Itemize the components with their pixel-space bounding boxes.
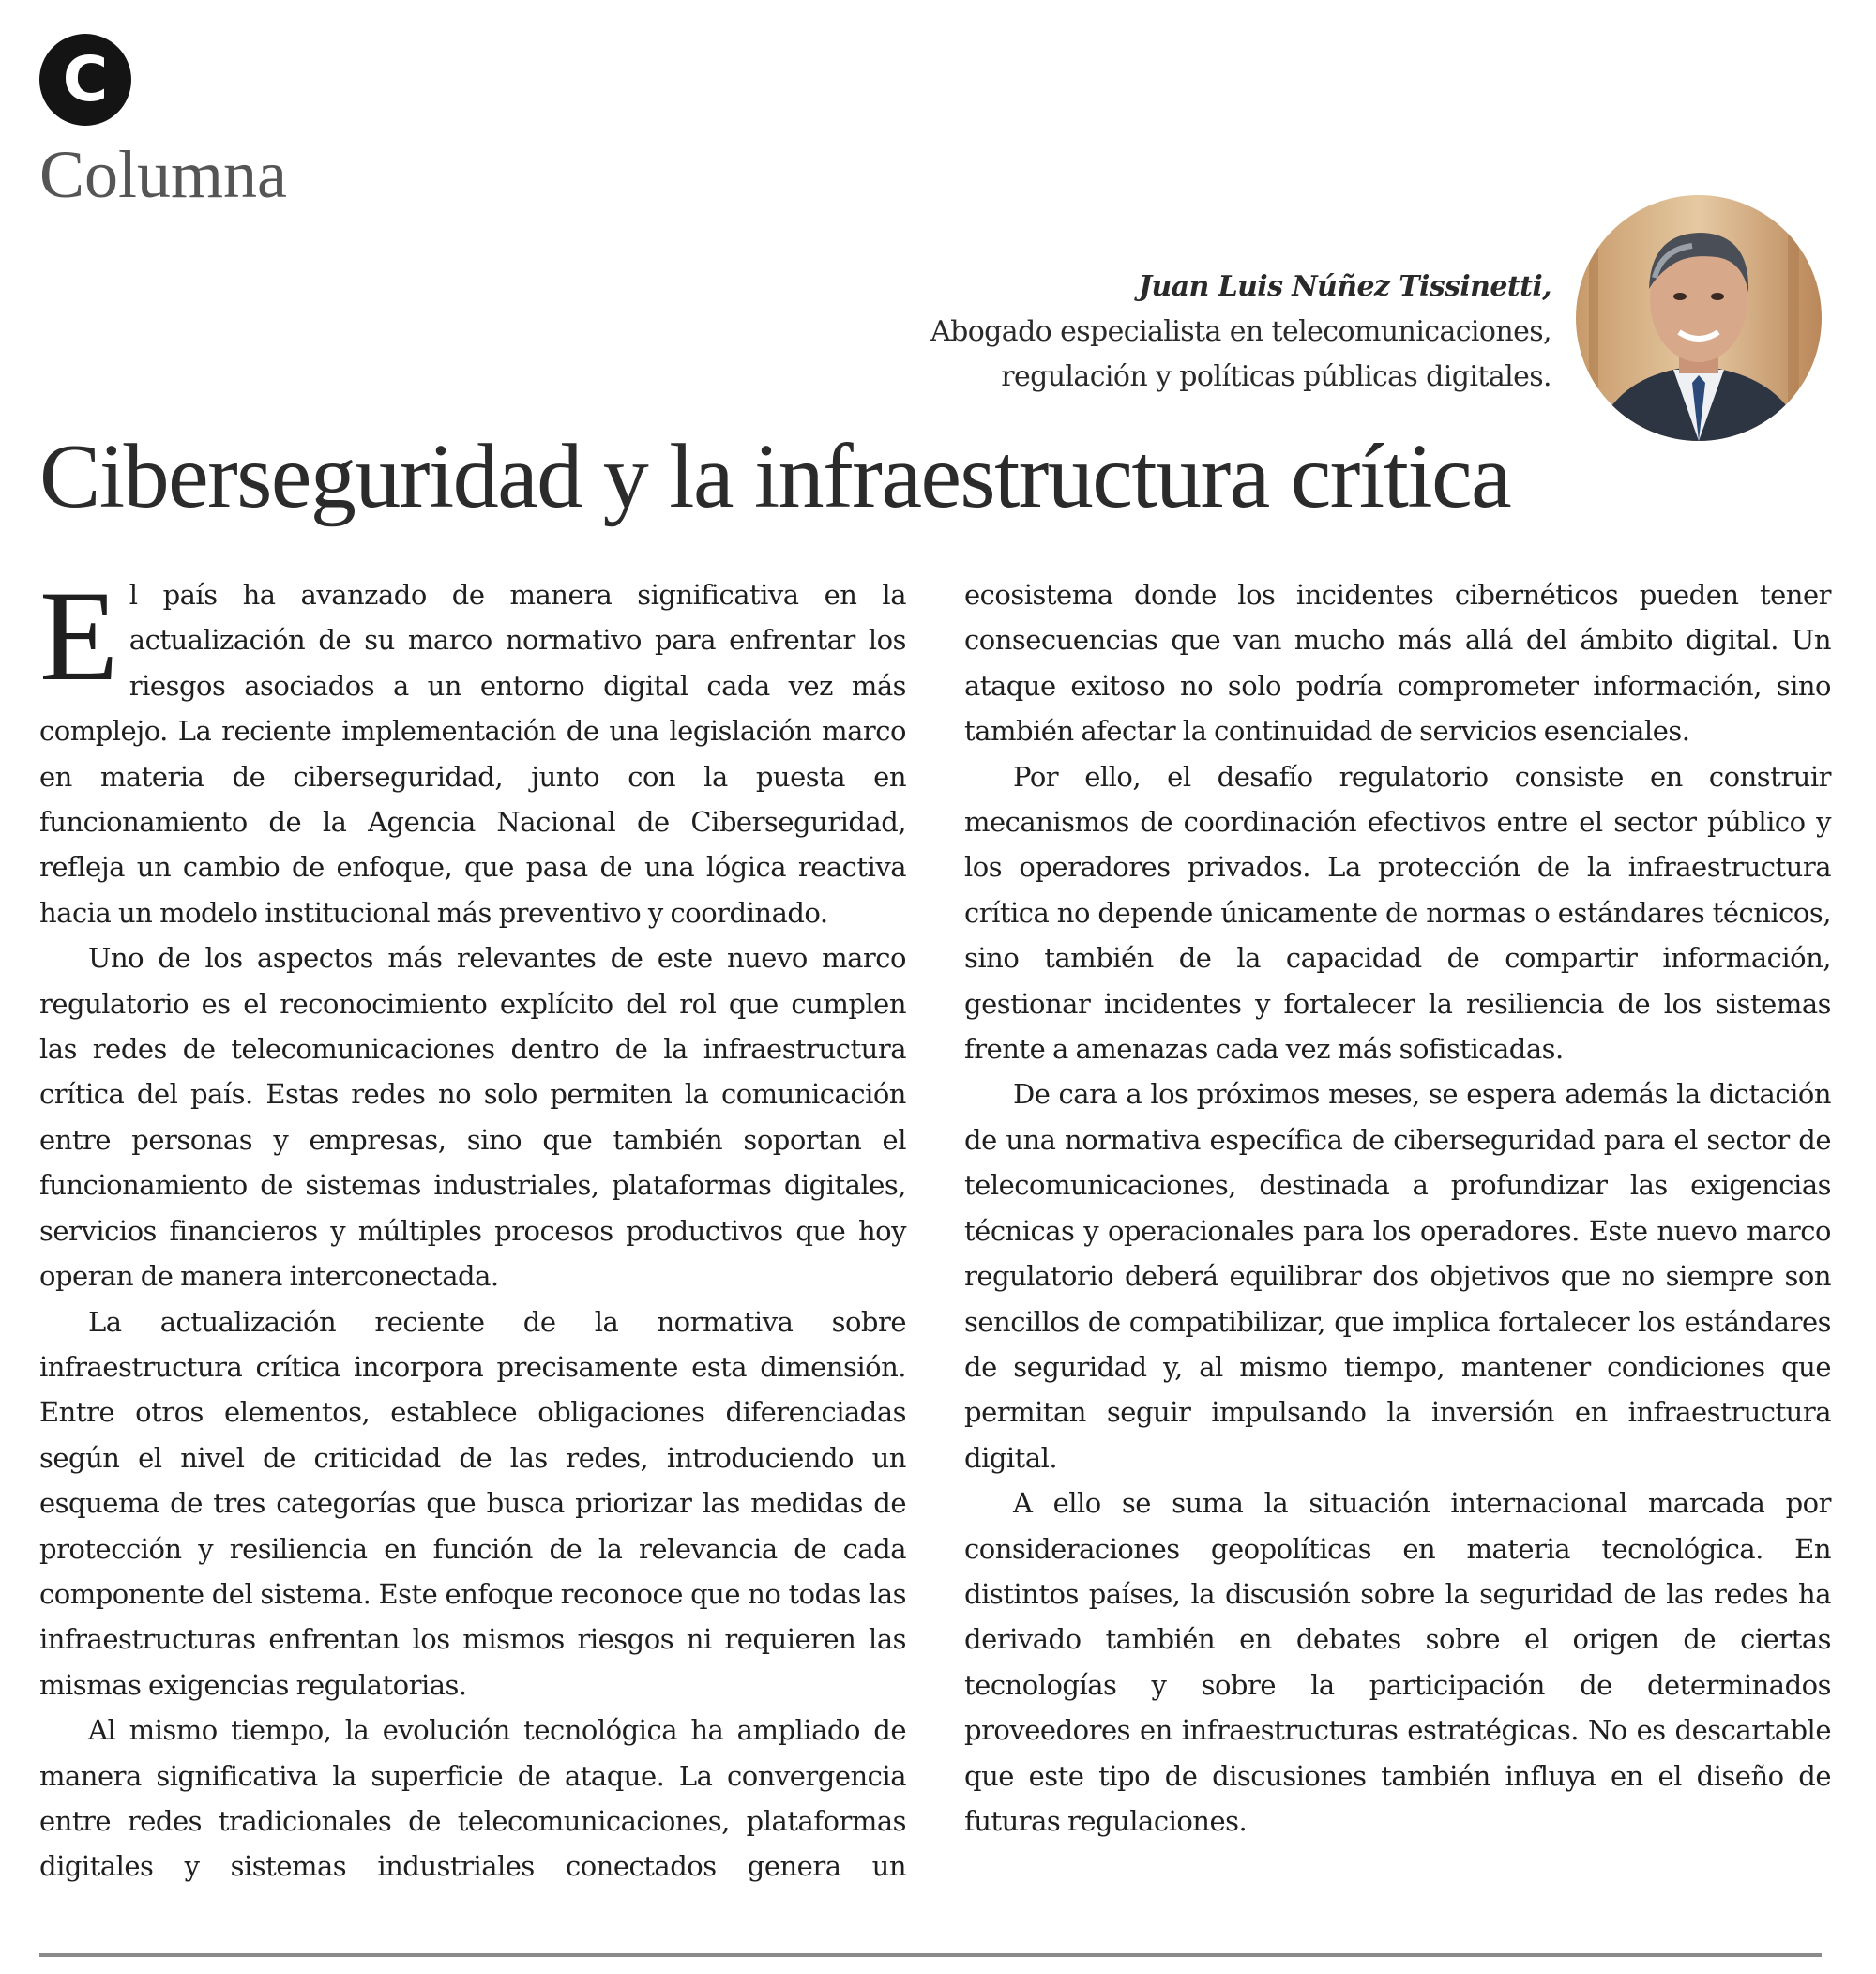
author-title-line-1: Abogado especialista en telecomunicaciones, [930, 315, 1551, 348]
paragraph-1 [39, 564, 906, 935]
paragraph-3: La actualización reciente de la normativa sobre infraestructura crítica incorpora precisamente esta dimensión. Entre otros elementos, establece obligaciones diferenciadas según el nivel de criticidad de las redes, introduciendo un esquema de tres categorías que busca priorizar las medidas de protección y resiliencia en función de la relevancia de cada componente del sistema. Este enfoque reconoce que no todas las infraestructuras enfrentan los mismos riesgos ni requieren las mismas exigencias regulatorias. [39, 1305, 906, 1701]
paragraph-4: Al mismo tiempo, la evolución tecnológica ha ampliado de manera significativa la superficie de ataque. La convergencia entre redes tradicionales de telecomunicaciones, plataformas digitales y sistemas industriales conectados genera un ecosistema donde los incidentes cibernéticos pueden tener consecuencias que van mucho más allá del ámbito digital. Un ataque exitoso no solo podría comprometer información, sino también afectar la continuidad de servicios esenciales. [39, 579, 1831, 1883]
author-name: Juan Luis Núñez Tissinetti, [1138, 270, 1551, 303]
author-title-line-2: regulación y políticas públicas digitales. [1001, 360, 1551, 393]
author-byline [930, 265, 1551, 400]
dropcap: E [39, 564, 118, 707]
author-photo [1576, 195, 1822, 441]
section-badge [39, 34, 131, 126]
section-badge-letter: C [62, 43, 109, 115]
paragraph-7: A ello se suma la situación internacional marcada por consideraciones geopolíticas en materia tecnológica. En distintos países, la discusión sobre la seguridad de las redes ha derivado también en debates sobre el origen de ciertas tecnologías y sobre la participación de determinados proveedores en infraestructuras estratégicas. No es descartable que este tipo de discusiones también influya en el diseño de futuras regulaciones. [964, 1487, 1831, 1837]
paragraph-2: Uno de los aspectos más relevantes de este nuevo marco regulatorio es el reconocimiento explícito del rol que cumplen las redes de telecomunicaciones dentro de la infraestructura crítica del país. Estas redes no solo permiten la comunicación entre personas y empresas, sino que también soportan el funcionamiento de sistemas industriales, plataformas digitales, servicios financieros y múltiples procesos productivos que hoy operan de manera interconectada. [39, 942, 906, 1293]
section-label: Columna [39, 137, 287, 212]
bottom-rule [39, 1953, 1822, 1957]
paragraph-5: Por ello, el desafío regulatorio consiste en construir mecanismos de coordinación efectivos entre el sector público y los operadores privados. La protección de la infraestructura crítica no depende únicamente de normas o estándares técnicos, sino también de la capacidad de compartir información, gestionar incidentes y fortalecer la resiliencia de los sistemas frente a amenazas cada vez más sofisticadas. [964, 760, 1831, 1066]
paragraph-1-text: l país ha avanzado de manera significativa en la actualización de su marco normativo para enfrentar los riesgos asociados a un entorno digital cada vez más complejo. La reciente implementación de una legislación marco en materia de ciberseguridad, junto con la puesta en funcionamiento de la Agencia Nacional de Ciberseguridad, refleja un cambio de enfoque, que pasa de una lógica reactiva hacia un modelo institucional más preventivo y coordinado. [39, 579, 906, 929]
article-body [39, 564, 1831, 1923]
headline: Ciberseguridad y la infraestructura crítica [39, 426, 1511, 527]
paragraph-6: De cara a los próximos meses, se espera además la dictación de una normativa específica de ciberseguridad para el sector de telecomunicaciones, destinada a profundizar las exigencias técnicas y operacionales para los operadores. Este nuevo marco regulatorio deberá equilibrar dos objetivos que no siempre son sencillos de compatibilizar, que implica fortalecer los estándares de seguridad y, al mismo tiempo, mantener condiciones que permitan seguir impulsando la inversión en infraestructura digital. [964, 1078, 1831, 1474]
